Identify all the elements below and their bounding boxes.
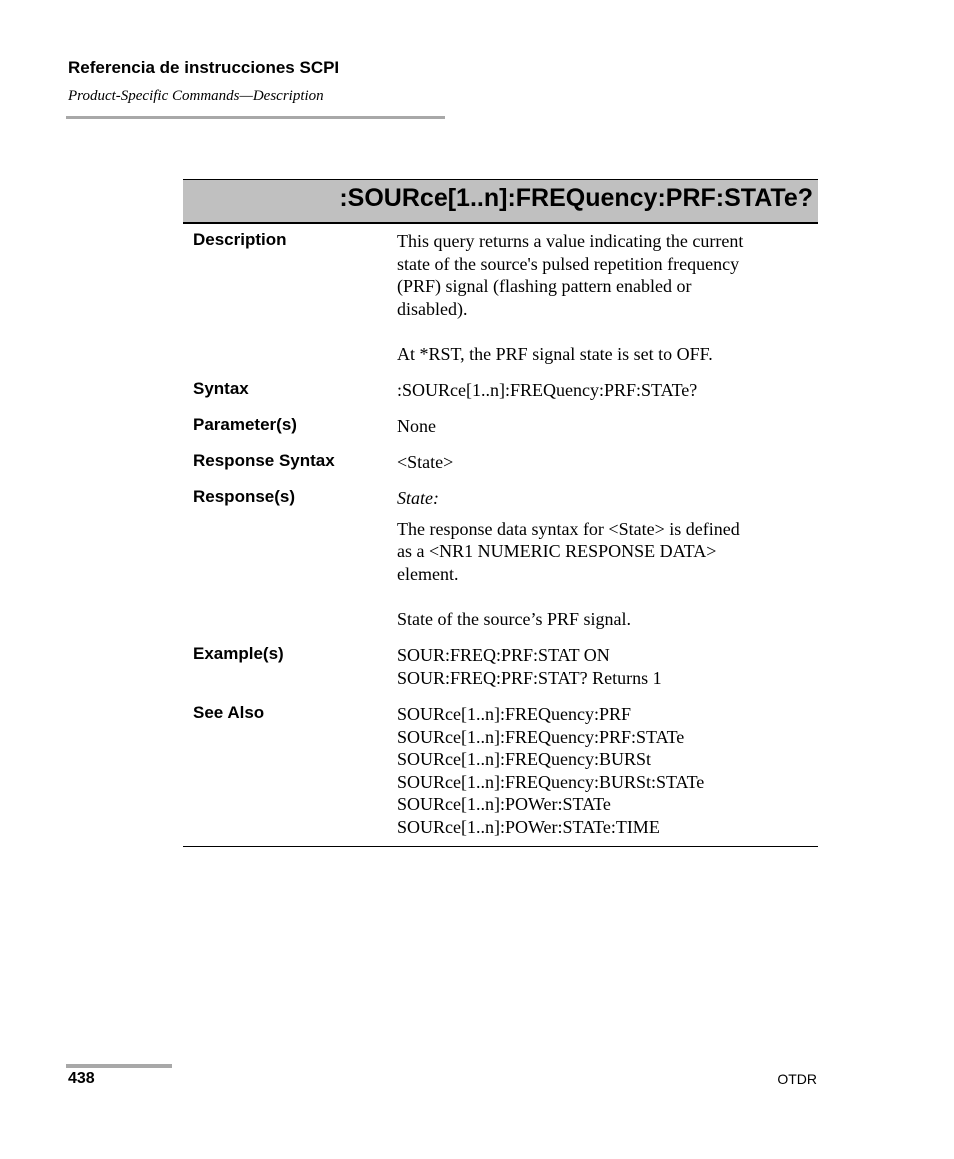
response-syntax-label: Response Syntax — [193, 451, 335, 470]
response-note: State of the source’s PRF signal. — [397, 608, 631, 629]
command-title-bar — [183, 179, 818, 224]
examples-label: Example(s) — [193, 644, 284, 663]
example-line: SOUR:FREQ:PRF:STAT? Returns 1 — [397, 667, 662, 688]
see-also-item: SOURce[1..n]:FREQuency:BURSt:STATe — [397, 771, 705, 792]
parameters-label: Parameter(s) — [193, 415, 297, 434]
see-also-item: SOURce[1..n]:FREQuency:PRF:STATe — [397, 726, 685, 747]
syntax-label: Syntax — [193, 379, 249, 398]
description-line: This query returns a value indicating the current — [397, 231, 744, 251]
description-value — [397, 230, 817, 366]
syntax-value: :SOURce[1..n]:FREQuency:PRF:STATe? — [397, 380, 698, 400]
product-name: OTDR — [777, 1071, 817, 1087]
section-subtitle: Product-Specific Commands—Description — [68, 88, 324, 104]
description-label: Description — [193, 230, 287, 249]
description-note: At *RST, the PRF signal state is set to OFF. — [397, 343, 713, 364]
description-line: (PRF) signal (flashing pattern enabled or — [397, 276, 692, 297]
table-bottom-divider — [183, 846, 818, 847]
response-line: The response data syntax for <State> is defined — [397, 518, 740, 539]
examples-value — [397, 644, 817, 689]
command-title: :SOURce[1..n]:FREQuency:PRF:STATe? — [339, 184, 813, 212]
see-also-item: SOURce[1..n]:POWer:STATe:TIME — [397, 816, 660, 837]
responses-label: Response(s) — [193, 487, 296, 506]
description-line: disabled). — [397, 298, 468, 319]
response-line: element. — [397, 563, 459, 584]
see-also-value — [397, 703, 817, 839]
see-also-item: SOURce[1..n]:FREQuency:BURSt — [397, 749, 651, 770]
response-line: as a <NR1 NUMERIC RESPONSE DATA> — [397, 541, 717, 562]
response-param-name: State: — [397, 488, 439, 508]
footer-divider — [66, 1064, 172, 1068]
section-title: Referencia de instrucciones SCPI — [68, 58, 340, 77]
responses-value — [397, 487, 817, 631]
parameters-value: None — [397, 416, 436, 436]
see-also-item: SOURce[1..n]:POWer:STATe — [397, 794, 611, 815]
see-also-label: See Also — [193, 703, 265, 722]
example-line: SOUR:FREQ:PRF:STAT ON — [397, 645, 610, 665]
see-also-item: SOURce[1..n]:FREQuency:PRF — [397, 704, 631, 724]
response-syntax-value: <State> — [397, 452, 454, 472]
header-divider — [66, 116, 445, 119]
page-number: 438 — [68, 1070, 95, 1087]
description-line: state of the source's pulsed repetition frequency — [397, 253, 740, 274]
